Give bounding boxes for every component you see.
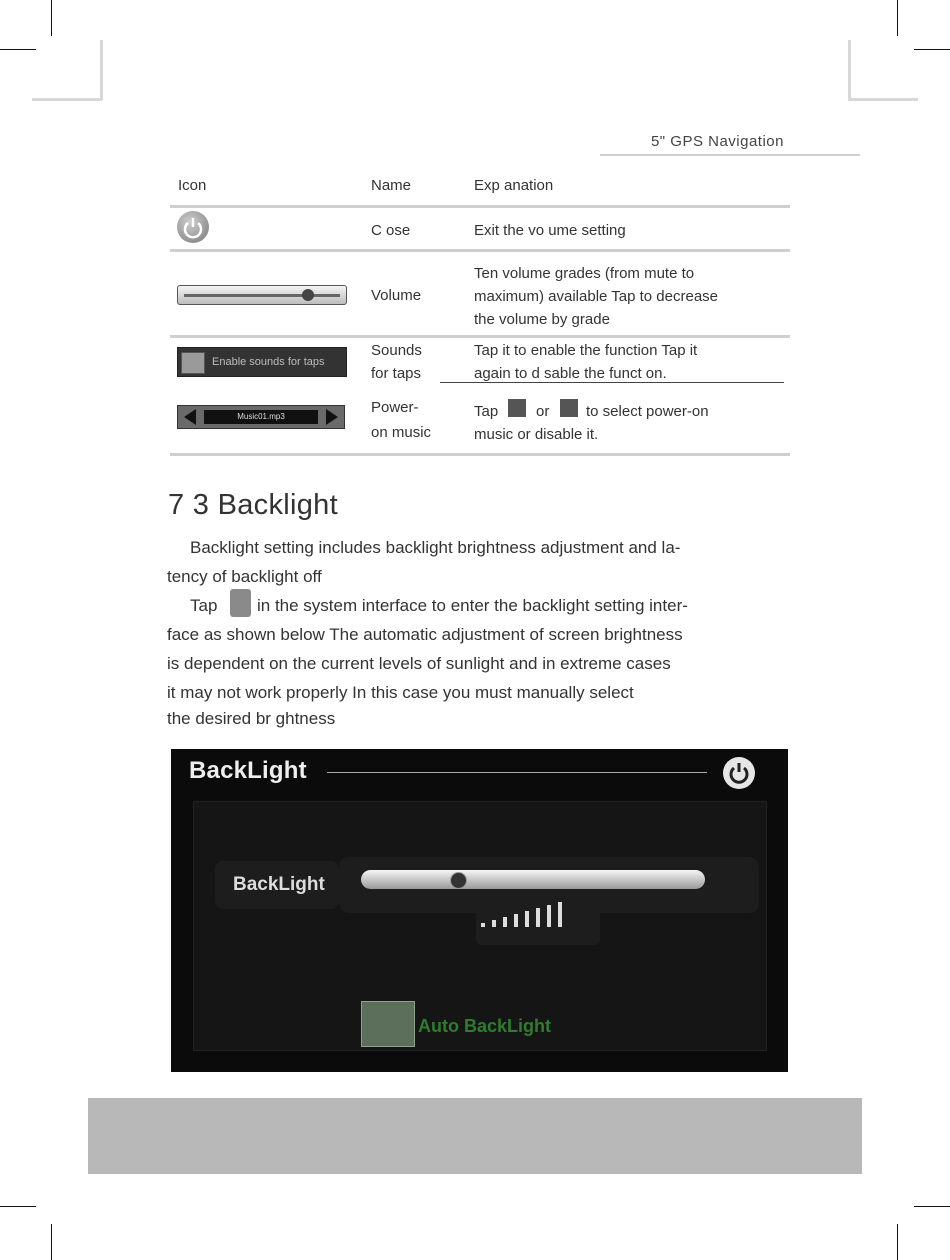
- crop-mark: [897, 0, 898, 36]
- previous-music-icon: [508, 399, 526, 417]
- slider-knob[interactable]: [450, 872, 467, 889]
- sounds-icon-text: Enable sounds for taps: [212, 356, 325, 368]
- table-rule: [440, 382, 784, 383]
- previous-arrow-icon: [184, 409, 196, 425]
- column-header-name: Name: [371, 177, 412, 194]
- crop-mark: [914, 49, 950, 50]
- table-rule: [170, 335, 790, 338]
- table-row-explanation: Ten volume grades (from mute to: [474, 265, 695, 282]
- close-icon: [177, 211, 209, 243]
- table-row-name: on music: [371, 424, 432, 441]
- next-arrow-icon: [326, 409, 338, 425]
- level-bar: [525, 911, 529, 927]
- table-row-explanation: again to d sable the funct on.: [474, 365, 667, 382]
- paragraph-line: in the system interface to enter the backlight setting inter-: [257, 596, 688, 615]
- crop-mark: [51, 0, 52, 36]
- level-bar: [558, 902, 562, 927]
- paragraph-line: Tap: [190, 596, 218, 615]
- level-bar: [536, 908, 540, 927]
- column-header-explanation: Exp anation: [474, 177, 554, 194]
- table-row-explanation: maximum) available Tap to decrease: [474, 288, 719, 305]
- screen-title: BackLight: [189, 757, 307, 784]
- level-bar: [514, 914, 518, 927]
- crop-mark: [897, 1224, 898, 1260]
- table-row-name: Volume: [371, 287, 422, 304]
- registration-shadow: [848, 98, 918, 101]
- paragraph-line: tency of backlight off: [167, 567, 322, 586]
- crop-mark: [0, 1206, 36, 1207]
- table-row-name: for taps: [371, 365, 422, 382]
- paragraph-line: the desired br ghtness: [167, 709, 336, 728]
- auto-backlight-label: Auto BackLight: [418, 1016, 551, 1036]
- paragraph-line: it may not work properly In this case you must manually select: [167, 683, 634, 702]
- crop-mark: [914, 1206, 950, 1207]
- music-icon-text: Music01.mp3: [237, 412, 285, 421]
- table-rule: [170, 453, 790, 456]
- registration-shadow: [100, 40, 103, 100]
- auto-backlight-checkbox[interactable]: [361, 1001, 415, 1047]
- power-icon[interactable]: [723, 757, 755, 789]
- level-bar: [481, 923, 485, 927]
- table-row-explanation: Tap: [474, 403, 499, 420]
- music-selector-icon: [177, 405, 345, 429]
- running-head: 5" GPS Navigation: [650, 133, 784, 150]
- table-row-explanation: the volume by grade: [474, 311, 610, 328]
- footer-band: [88, 1098, 862, 1174]
- table-row-explanation: Tap it to enable the function Tap it: [474, 342, 698, 359]
- paragraph-line: Backlight setting includes backlight brightness adjustment and la-: [190, 538, 681, 557]
- table-row-name: C ose: [371, 222, 411, 239]
- table-row-explanation: to select power-on: [586, 403, 709, 420]
- next-music-icon: [560, 399, 578, 417]
- sounds-checkbox-icon: [177, 347, 347, 377]
- table-row-name: Sounds: [371, 342, 422, 359]
- title-line: [327, 772, 707, 773]
- backlight-label: BackLight: [233, 874, 325, 895]
- table-row-explanation: music or disable it.: [474, 426, 599, 443]
- backlight-screenshot: [171, 749, 788, 1072]
- paragraph-line: is dependent on the current levels of sunlight and in extreme cases: [167, 654, 671, 673]
- brightness-slider[interactable]: [361, 870, 705, 889]
- crop-mark: [0, 49, 36, 50]
- volume-slider-icon: [177, 285, 347, 305]
- table-row-name: Power-: [371, 399, 419, 416]
- table-rule: [170, 249, 790, 252]
- table-row-explanation: or: [536, 403, 550, 420]
- registration-shadow: [848, 40, 851, 100]
- section-heading: 7 3 Backlight: [168, 489, 338, 521]
- level-bar: [503, 917, 507, 927]
- backlight-icon: [230, 589, 251, 617]
- column-header-icon: Icon: [178, 177, 207, 194]
- registration-shadow: [32, 98, 102, 101]
- crop-mark: [51, 1224, 52, 1260]
- level-bar: [492, 920, 496, 927]
- paragraph-line: face as shown below The automatic adjustment of screen brightness: [167, 625, 683, 644]
- level-bar: [547, 905, 551, 927]
- table-row-explanation: Exit the vo ume setting: [474, 222, 626, 239]
- table-rule: [170, 205, 790, 208]
- header-rule: [600, 154, 860, 156]
